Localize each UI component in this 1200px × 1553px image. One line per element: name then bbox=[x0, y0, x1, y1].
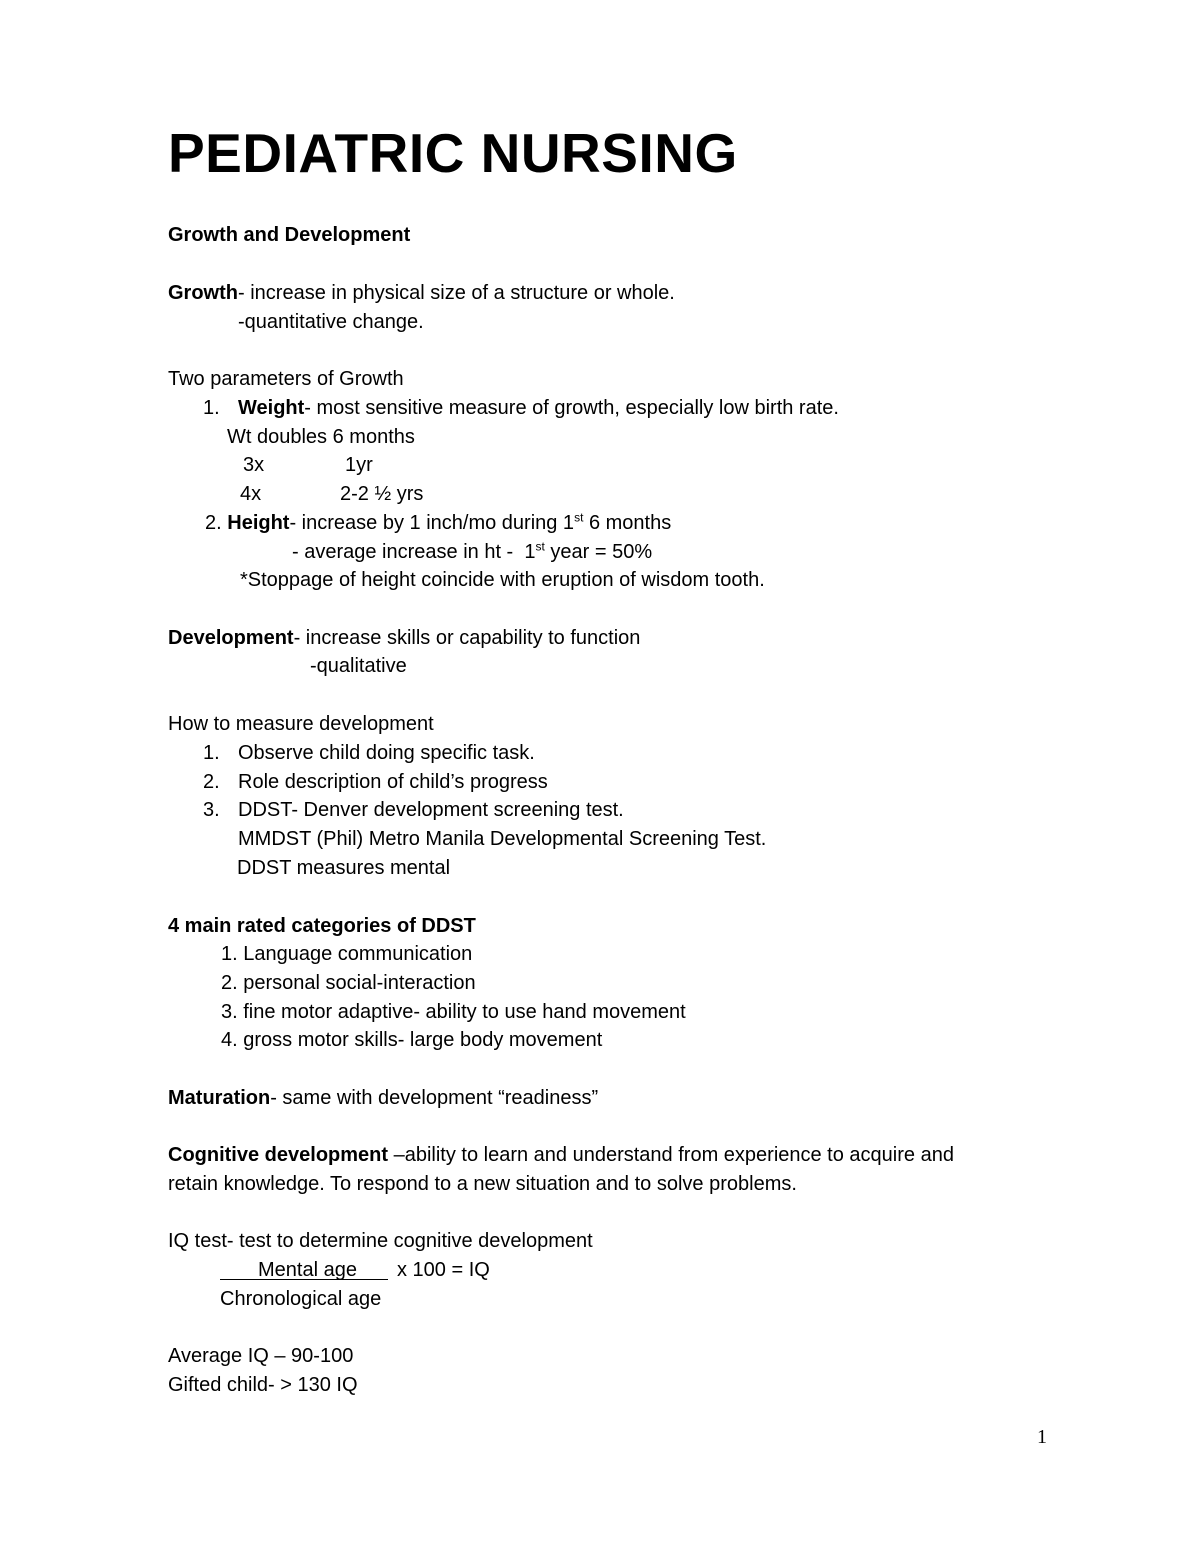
list-item-text: DDST- Denver development screening test. bbox=[238, 799, 624, 821]
categories-heading: 4 main rated categories of DDST bbox=[168, 915, 476, 937]
list-item-number: 2. bbox=[203, 771, 220, 793]
maturation-term: Maturation bbox=[168, 1087, 271, 1109]
iq-average: Average IQ – 90-100 bbox=[168, 1345, 354, 1367]
height-note: *Stoppage of height coincide with eruption of wisdom tooth. bbox=[240, 569, 765, 591]
weight-item-number: 1. bbox=[203, 397, 220, 419]
height-average bbox=[292, 539, 652, 565]
iq-gifted: Gifted child- > 130 IQ bbox=[168, 1374, 358, 1396]
development-definition bbox=[168, 625, 640, 651]
growth-note: -quantitative change. bbox=[238, 311, 424, 333]
parameters-heading: Two parameters of Growth bbox=[168, 368, 404, 390]
category-item: 1. Language communication bbox=[221, 943, 473, 965]
weight-definition: - most sensitive measure of growth, especially low birth rate. bbox=[304, 397, 839, 419]
cognitive-definition-text: –ability to learn and understand from experience to acquire and bbox=[388, 1144, 954, 1166]
list-item bbox=[203, 769, 548, 795]
weight-item bbox=[203, 395, 839, 421]
list-item-number: 1. bbox=[203, 742, 220, 764]
height-item bbox=[205, 510, 671, 536]
measure-heading: How to measure development bbox=[168, 713, 434, 735]
iq-multiplier: x 100 = IQ bbox=[397, 1259, 490, 1281]
fraction-line bbox=[220, 1279, 388, 1280]
weight-row-value: 2-2 ½ yrs bbox=[340, 483, 424, 505]
height-average-text: - average increase in ht - 1 bbox=[292, 541, 536, 563]
list-item-number: 3. bbox=[203, 799, 220, 821]
iq-numerator: Mental age bbox=[258, 1259, 357, 1281]
height-item-number: 2. bbox=[205, 512, 222, 534]
cognitive-term: Cognitive development bbox=[168, 1144, 389, 1166]
weight-row-label: 3x bbox=[243, 454, 265, 476]
cognitive-definition-continued: retain knowledge. To respond to a new situation and to solve problems. bbox=[168, 1173, 797, 1195]
growth-term: Growth bbox=[168, 282, 238, 304]
weight-row-value: 1yr bbox=[345, 454, 373, 476]
list-item-text: Role description of child’s progress bbox=[238, 771, 548, 793]
growth-definition bbox=[168, 280, 675, 306]
page-title: PEDIATRIC NURSING bbox=[168, 122, 738, 184]
height-average-superscript: st bbox=[535, 539, 545, 554]
measure-subnote: MMDST (Phil) Metro Manila Developmental Screening Test. bbox=[238, 828, 767, 850]
maturation-definition-text: - same with development “readiness” bbox=[270, 1087, 599, 1109]
development-term: Development bbox=[168, 627, 294, 649]
height-term: Height bbox=[227, 512, 290, 534]
iq-heading: IQ test- test to determine cognitive development bbox=[168, 1230, 593, 1252]
weight-row-label: Wt doubles 6 months bbox=[227, 426, 415, 448]
list-item bbox=[203, 797, 624, 823]
maturation-definition bbox=[168, 1085, 598, 1111]
development-note: -qualitative bbox=[310, 655, 407, 677]
iq-denominator: Chronological age bbox=[220, 1288, 382, 1310]
cognitive-definition bbox=[168, 1142, 954, 1168]
growth-definition-text: - increase in physical size of a structure or whole. bbox=[238, 282, 675, 304]
height-definition: - increase by 1 inch/mo during 1 bbox=[289, 512, 575, 534]
category-item: 2. personal social-interaction bbox=[221, 972, 476, 994]
weight-row-label: 4x bbox=[240, 483, 262, 505]
height-average-end: year = 50% bbox=[544, 541, 653, 563]
list-item-text: Observe child doing specific task. bbox=[238, 742, 535, 764]
list-item bbox=[203, 740, 535, 766]
weight-term: Weight bbox=[238, 397, 305, 419]
development-definition-text: - increase skills or capability to function bbox=[293, 627, 641, 649]
section-heading-growth-development: Growth and Development bbox=[168, 224, 411, 246]
measure-subnote: DDST measures mental bbox=[237, 857, 451, 879]
category-item: 3. fine motor adaptive- ability to use hand movement bbox=[221, 1001, 686, 1023]
page-number: 1 bbox=[1037, 1426, 1047, 1448]
category-item: 4. gross motor skills- large body movement bbox=[221, 1029, 603, 1051]
height-superscript: st bbox=[574, 510, 584, 525]
height-definition-end: 6 months bbox=[583, 512, 672, 534]
